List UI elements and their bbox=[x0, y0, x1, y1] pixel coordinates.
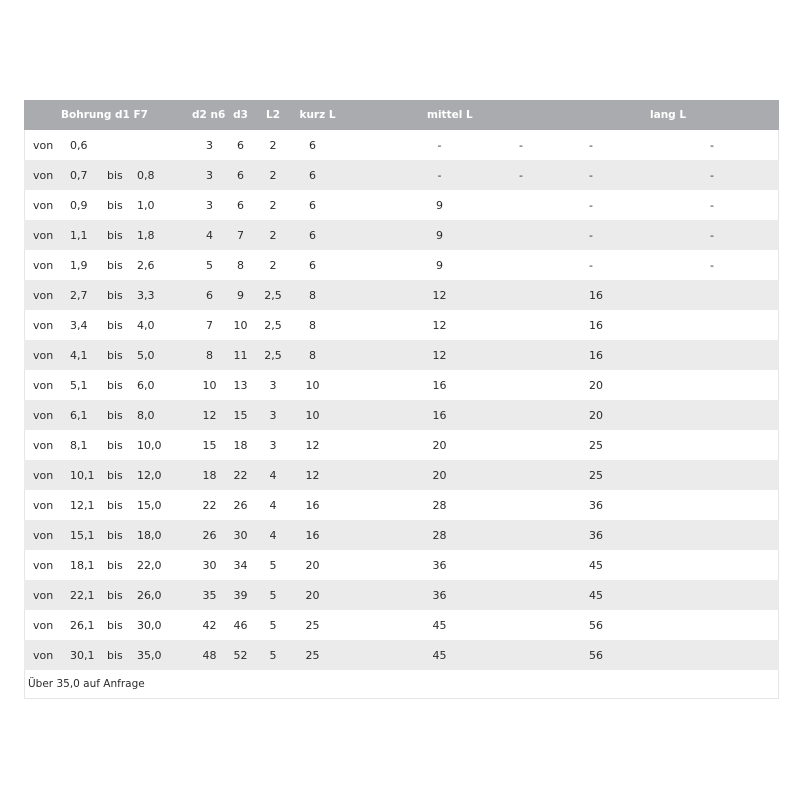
cell-l2: 5 bbox=[269, 558, 277, 572]
cell-bis: bis bbox=[107, 318, 123, 332]
cell-von: von bbox=[33, 168, 54, 182]
cell-l2: 2 bbox=[269, 168, 277, 182]
cell-d3: 34 bbox=[233, 558, 248, 572]
cell-bore-from: 0,9 bbox=[70, 198, 88, 212]
cell-l2: 4 bbox=[269, 528, 277, 542]
cell-d3: 7 bbox=[237, 228, 245, 242]
cell-l2: 3 bbox=[269, 438, 277, 452]
table-row bbox=[24, 580, 779, 610]
cell-bis: bis bbox=[107, 468, 123, 482]
cell-von: von bbox=[33, 468, 54, 482]
footnote: Über 35,0 auf Anfrage bbox=[28, 678, 145, 690]
cell-kurz: 10 bbox=[305, 408, 320, 422]
cell-bore-to: 1,8 bbox=[137, 228, 155, 242]
cell-mittel-extra bbox=[472, 250, 549, 280]
cell-d3: 30 bbox=[233, 528, 248, 542]
cell-bore-from: 2,7 bbox=[70, 288, 88, 302]
cell-d3: 11 bbox=[233, 348, 248, 362]
table-row bbox=[24, 310, 779, 340]
cell-lang-extra bbox=[637, 370, 779, 400]
cell-bore-to: 4,0 bbox=[137, 318, 155, 332]
table-row bbox=[24, 490, 779, 520]
cell-mittel: 16 bbox=[432, 408, 447, 422]
cell-bis: bis bbox=[107, 438, 123, 452]
cell-d3: 52 bbox=[233, 648, 248, 662]
cell-lang-extra bbox=[637, 610, 779, 640]
cell-lang-extra bbox=[637, 430, 779, 460]
cell-lang: 56 bbox=[589, 618, 604, 632]
cell-mittel-extra bbox=[472, 310, 549, 340]
table-row bbox=[24, 220, 779, 250]
header-lang: lang L bbox=[650, 109, 687, 121]
cell-bore-to: 2,6 bbox=[137, 258, 155, 272]
cell-mittel: 36 bbox=[432, 558, 447, 572]
cell-lang-extra bbox=[637, 400, 779, 430]
cell-mittel: 45 bbox=[432, 648, 447, 662]
cell-lang: 56 bbox=[589, 648, 604, 662]
cell-l2: 5 bbox=[269, 588, 277, 602]
cell-mittel: 12 bbox=[432, 318, 447, 332]
cell-bis: bis bbox=[107, 498, 123, 512]
cell-lang: 16 bbox=[589, 318, 604, 332]
header-bohrung: Bohrung d1 F7 bbox=[61, 109, 148, 121]
cell-kurz: 20 bbox=[305, 558, 320, 572]
cell-d3: 10 bbox=[233, 318, 248, 332]
cell-mittel: 12 bbox=[432, 348, 447, 362]
cell-d3: 6 bbox=[237, 168, 245, 182]
cell-l2: 2,5 bbox=[264, 288, 282, 302]
cell-d3: 46 bbox=[233, 618, 248, 632]
cell-lang: - bbox=[589, 228, 593, 242]
cell-l2: 2 bbox=[269, 228, 277, 242]
table-header-row bbox=[24, 100, 779, 130]
cell-bis bbox=[107, 130, 137, 160]
cell-d3: 18 bbox=[233, 438, 248, 452]
cell-d2: 3 bbox=[206, 198, 214, 212]
table-row bbox=[24, 370, 779, 400]
cell-mittel-extra bbox=[472, 550, 549, 580]
cell-lang: - bbox=[589, 198, 593, 212]
table-row bbox=[24, 640, 779, 670]
cell-mittel-extra bbox=[472, 520, 549, 550]
cell-kurz: 12 bbox=[305, 468, 320, 482]
cell-d3: 26 bbox=[233, 498, 248, 512]
cell-von: von bbox=[33, 258, 54, 272]
table-row bbox=[24, 340, 779, 370]
cell-bore-from: 5,1 bbox=[70, 378, 88, 392]
cell-mittel-extra bbox=[472, 430, 549, 460]
cell-d3: 6 bbox=[237, 138, 245, 152]
cell-d3: 8 bbox=[237, 258, 245, 272]
cell-mittel-extra bbox=[472, 340, 549, 370]
cell-von: von bbox=[33, 498, 54, 512]
header-kurz: kurz L bbox=[299, 109, 336, 121]
cell-mittel: 20 bbox=[432, 438, 447, 452]
cell-von: von bbox=[33, 228, 54, 242]
table-body bbox=[24, 130, 779, 670]
cell-l2: 2 bbox=[269, 258, 277, 272]
dimension-table bbox=[24, 100, 779, 670]
cell-d2: 22 bbox=[202, 498, 217, 512]
cell-l2: 2,5 bbox=[264, 318, 282, 332]
cell-lang-extra bbox=[637, 340, 779, 370]
cell-mittel: 9 bbox=[436, 198, 444, 212]
cell-bore-from: 22,1 bbox=[70, 588, 95, 602]
cell-mittel: 12 bbox=[432, 288, 447, 302]
cell-d2: 12 bbox=[202, 408, 217, 422]
cell-mittel: 9 bbox=[436, 258, 444, 272]
cell-lang: - bbox=[589, 258, 593, 272]
table-row bbox=[24, 160, 779, 190]
cell-bis: bis bbox=[107, 168, 123, 182]
cell-von: von bbox=[33, 528, 54, 542]
cell-von: von bbox=[33, 558, 54, 572]
table-row bbox=[24, 460, 779, 490]
header-d2: d2 n6 bbox=[192, 109, 226, 121]
cell-l2: 3 bbox=[269, 408, 277, 422]
cell-bore-to: 3,3 bbox=[137, 288, 155, 302]
cell-d3: 22 bbox=[233, 468, 248, 482]
cell-d2: 7 bbox=[206, 318, 214, 332]
cell-kurz: 10 bbox=[305, 378, 320, 392]
cell-lang: 25 bbox=[589, 468, 604, 482]
table-row bbox=[24, 280, 779, 310]
cell-kurz: 8 bbox=[309, 288, 317, 302]
cell-bore-to: 6,0 bbox=[137, 378, 155, 392]
cell-mittel-extra bbox=[472, 460, 549, 490]
cell-l2: 5 bbox=[269, 618, 277, 632]
cell-lang: 20 bbox=[589, 408, 604, 422]
cell-d2: 4 bbox=[206, 228, 214, 242]
cell-bis: bis bbox=[107, 618, 123, 632]
cell-d3: 9 bbox=[237, 288, 245, 302]
cell-bore-to: 15,0 bbox=[137, 498, 162, 512]
cell-mittel: 20 bbox=[432, 468, 447, 482]
cell-bore-from: 10,1 bbox=[70, 468, 95, 482]
cell-von: von bbox=[33, 588, 54, 602]
cell-lang: - bbox=[589, 168, 593, 182]
cell-bore-from: 0,6 bbox=[70, 138, 88, 152]
cell-von: von bbox=[33, 288, 54, 302]
cell-bore-to: 1,0 bbox=[137, 198, 155, 212]
cell-bore-from: 1,9 bbox=[70, 258, 88, 272]
cell-lang-extra bbox=[637, 460, 779, 490]
cell-d2: 10 bbox=[202, 378, 217, 392]
cell-kurz: 6 bbox=[309, 258, 317, 272]
table-row bbox=[24, 250, 779, 280]
cell-lang-extra: - bbox=[710, 228, 714, 242]
cell-lang: 20 bbox=[589, 378, 604, 392]
cell-bis: bis bbox=[107, 378, 123, 392]
cell-bore-to: 0,8 bbox=[137, 168, 155, 182]
cell-kurz: 6 bbox=[309, 168, 317, 182]
cell-mittel-extra bbox=[472, 640, 549, 670]
cell-bore-to: 5,0 bbox=[137, 348, 155, 362]
cell-lang: - bbox=[589, 138, 593, 152]
cell-bore-from: 12,1 bbox=[70, 498, 95, 512]
cell-d2: 6 bbox=[206, 288, 214, 302]
cell-bis: bis bbox=[107, 588, 123, 602]
cell-von: von bbox=[33, 408, 54, 422]
cell-kurz: 6 bbox=[309, 138, 317, 152]
header-d3: d3 bbox=[233, 109, 248, 121]
cell-bore-to: 10,0 bbox=[137, 438, 162, 452]
cell-mittel-extra bbox=[472, 220, 549, 250]
cell-lang: 36 bbox=[589, 498, 604, 512]
cell-l2: 4 bbox=[269, 468, 277, 482]
cell-d2: 26 bbox=[202, 528, 217, 542]
cell-lang: 16 bbox=[589, 288, 604, 302]
cell-bis: bis bbox=[107, 558, 123, 572]
cell-lang-extra bbox=[637, 520, 779, 550]
cell-bore-from: 3,4 bbox=[70, 318, 88, 332]
cell-mittel: 28 bbox=[432, 498, 447, 512]
cell-l2: 5 bbox=[269, 648, 277, 662]
cell-kurz: 25 bbox=[305, 618, 320, 632]
cell-kurz: 8 bbox=[309, 348, 317, 362]
cell-d2: 42 bbox=[202, 618, 217, 632]
cell-bore-from: 30,1 bbox=[70, 648, 95, 662]
cell-von: von bbox=[33, 198, 54, 212]
cell-d2: 15 bbox=[202, 438, 217, 452]
cell-von: von bbox=[33, 618, 54, 632]
cell-mittel-extra bbox=[472, 370, 549, 400]
cell-lang-extra bbox=[637, 580, 779, 610]
cell-l2: 2,5 bbox=[264, 348, 282, 362]
cell-lang: 45 bbox=[589, 558, 604, 572]
cell-bis: bis bbox=[107, 288, 123, 302]
cell-lang-extra: - bbox=[710, 258, 714, 272]
cell-bore-to: 30,0 bbox=[137, 618, 162, 632]
table-row bbox=[24, 130, 779, 160]
cell-mittel: - bbox=[437, 168, 442, 182]
cell-bore-from: 8,1 bbox=[70, 438, 88, 452]
table-row bbox=[24, 400, 779, 430]
cell-kurz: 12 bbox=[305, 438, 320, 452]
cell-mittel-extra: - bbox=[519, 168, 523, 182]
cell-d3: 13 bbox=[233, 378, 248, 392]
cell-mittel: 45 bbox=[432, 618, 447, 632]
cell-mittel-extra bbox=[472, 610, 549, 640]
cell-bis: bis bbox=[107, 648, 123, 662]
table-row bbox=[24, 610, 779, 640]
cell-lang: 25 bbox=[589, 438, 604, 452]
cell-mittel: 28 bbox=[432, 528, 447, 542]
cell-bore-to: 35,0 bbox=[137, 648, 162, 662]
table-row bbox=[24, 430, 779, 460]
cell-d2: 5 bbox=[206, 258, 214, 272]
cell-bore-to bbox=[137, 130, 184, 160]
cell-von: von bbox=[33, 378, 54, 392]
cell-lang-extra bbox=[637, 550, 779, 580]
cell-bis: bis bbox=[107, 228, 123, 242]
cell-bore-to: 22,0 bbox=[137, 558, 162, 572]
cell-lang: 16 bbox=[589, 348, 604, 362]
cell-kurz: 6 bbox=[309, 228, 317, 242]
cell-bore-to: 8,0 bbox=[137, 408, 155, 422]
cell-bore-from: 1,1 bbox=[70, 228, 88, 242]
cell-d2: 3 bbox=[206, 138, 214, 152]
cell-lang-extra bbox=[637, 310, 779, 340]
cell-d2: 8 bbox=[206, 348, 214, 362]
cell-mittel-extra bbox=[472, 280, 549, 310]
cell-lang-extra bbox=[637, 490, 779, 520]
cell-mittel: - bbox=[437, 138, 442, 152]
cell-bore-from: 4,1 bbox=[70, 348, 88, 362]
cell-d2: 18 bbox=[202, 468, 217, 482]
cell-d3: 6 bbox=[237, 198, 245, 212]
cell-von: von bbox=[33, 648, 54, 662]
cell-d2: 30 bbox=[202, 558, 217, 572]
cell-von: von bbox=[33, 318, 54, 332]
cell-von: von bbox=[33, 138, 54, 152]
cell-bis: bis bbox=[107, 258, 123, 272]
cell-d2: 3 bbox=[206, 168, 214, 182]
cell-lang: 36 bbox=[589, 528, 604, 542]
cell-lang-extra: - bbox=[710, 168, 714, 182]
cell-kurz: 25 bbox=[305, 648, 320, 662]
cell-lang: 45 bbox=[589, 588, 604, 602]
cell-mittel-extra bbox=[472, 490, 549, 520]
cell-mittel-extra bbox=[472, 400, 549, 430]
header-mittel: mittel L bbox=[427, 109, 473, 121]
cell-mittel: 9 bbox=[436, 228, 444, 242]
cell-lang-extra bbox=[637, 640, 779, 670]
table-row bbox=[24, 550, 779, 580]
cell-kurz: 8 bbox=[309, 318, 317, 332]
cell-kurz: 16 bbox=[305, 528, 320, 542]
cell-lang-extra: - bbox=[710, 138, 714, 152]
cell-l2: 4 bbox=[269, 498, 277, 512]
cell-von: von bbox=[33, 348, 54, 362]
cell-lang-extra: - bbox=[710, 198, 714, 212]
cell-mittel: 16 bbox=[432, 378, 447, 392]
cell-bis: bis bbox=[107, 528, 123, 542]
cell-bore-to: 18,0 bbox=[137, 528, 162, 542]
cell-bore-from: 26,1 bbox=[70, 618, 95, 632]
cell-d3: 15 bbox=[233, 408, 248, 422]
header-l2: L2 bbox=[266, 109, 281, 121]
cell-bis: bis bbox=[107, 408, 123, 422]
cell-kurz: 16 bbox=[305, 498, 320, 512]
table-row bbox=[24, 520, 779, 550]
cell-mittel-extra bbox=[472, 580, 549, 610]
cell-kurz: 20 bbox=[305, 588, 320, 602]
cell-l2: 2 bbox=[269, 138, 277, 152]
cell-d2: 35 bbox=[202, 588, 217, 602]
cell-kurz: 6 bbox=[309, 198, 317, 212]
cell-d2: 48 bbox=[202, 648, 217, 662]
cell-bore-from: 18,1 bbox=[70, 558, 95, 572]
cell-mittel: 36 bbox=[432, 588, 447, 602]
cell-bis: bis bbox=[107, 348, 123, 362]
cell-von: von bbox=[33, 438, 54, 452]
cell-mittel-extra bbox=[472, 190, 549, 220]
cell-bore-to: 12,0 bbox=[137, 468, 162, 482]
cell-bore-from: 6,1 bbox=[70, 408, 88, 422]
cell-bore-from: 15,1 bbox=[70, 528, 95, 542]
cell-bore-to: 26,0 bbox=[137, 588, 162, 602]
cell-d3: 39 bbox=[233, 588, 248, 602]
cell-lang-extra bbox=[637, 280, 779, 310]
table-row bbox=[24, 190, 779, 220]
cell-bis: bis bbox=[107, 198, 123, 212]
cell-l2: 3 bbox=[269, 378, 277, 392]
cell-bore-from: 0,7 bbox=[70, 168, 88, 182]
cell-mittel-extra: - bbox=[519, 138, 523, 152]
cell-l2: 2 bbox=[269, 198, 277, 212]
